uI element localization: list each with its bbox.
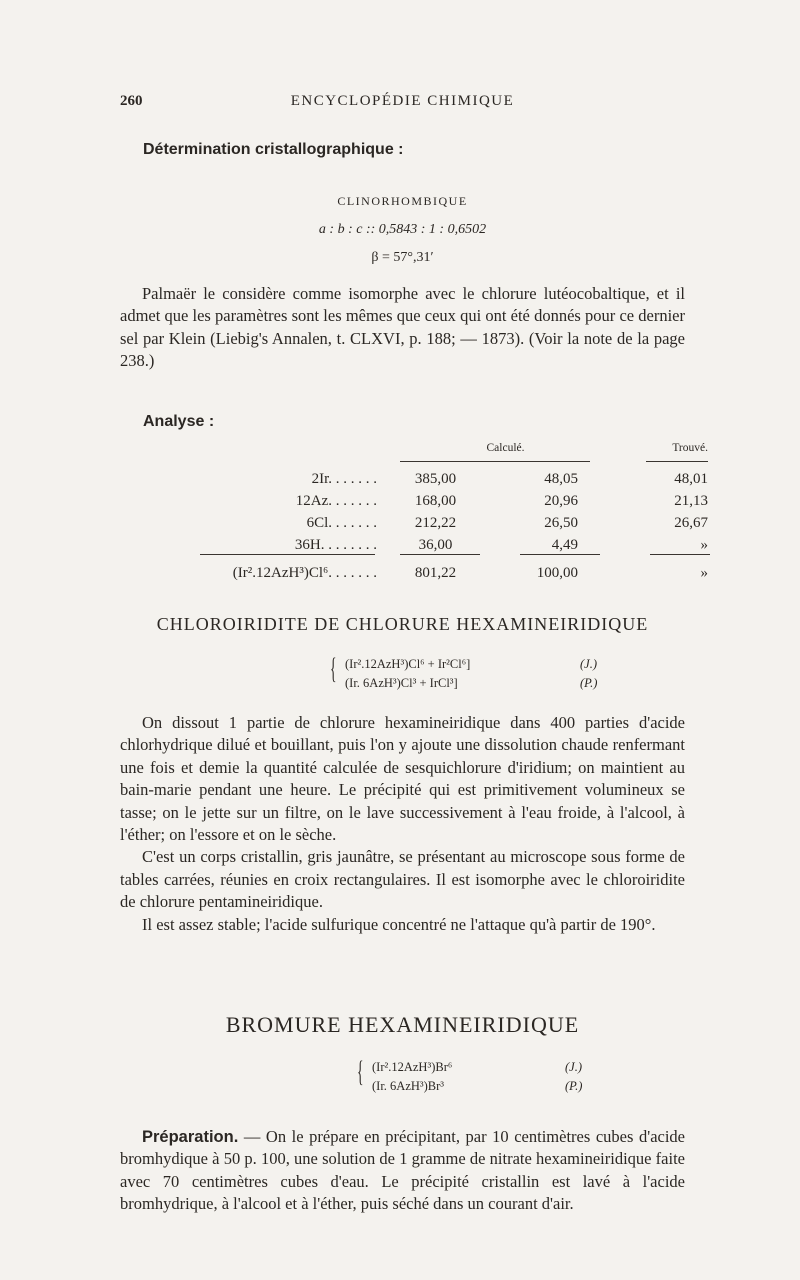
preparation-label: Préparation. [142, 1128, 239, 1146]
row-label: 36H. . . . . . . . [294, 536, 377, 553]
formula-p-tag: (P.) [580, 676, 598, 690]
crystal-ratio: a : b : c :: 0,5843 : 1 : 0,6502 [318, 222, 487, 237]
row-mass: 385,00 [414, 470, 457, 487]
cristallo-text: Palmaër le considère comme isomorphe avec le chlorure lutéocobaltique, et il admet que les paramètres sont les mêmes que ceux qui ont été donnés pour ce dernier sel par Klein (Liebig's Annalen, t. CLXVI, p. 188; — 1873). (Voir la note de la page 238.) [120, 284, 685, 371]
total-rule-4 [650, 554, 710, 555]
running-title: ENCYCLOPÉDIE CHIMIQUE [290, 93, 515, 109]
row-label: 6Cl. . . . . . . [306, 514, 377, 531]
crystal-beta: β = 57°,31′ [371, 250, 434, 265]
col-calcule: Calculé. [486, 442, 525, 454]
row-label: 12Az. . . . . . . [295, 492, 377, 509]
table-total-row [175, 556, 708, 584]
chlorure-body [120, 712, 685, 936]
row-mass: 168,00 [414, 492, 457, 509]
formula-j-tag: (J.) [580, 657, 597, 671]
chlorure-title: CHLOROIRIDITE DE CHLORURE HEXAMINEIRIDIQUE [156, 614, 649, 634]
total-rule-2 [400, 554, 480, 555]
formula-brace: { [357, 1055, 364, 1088]
preparation-text: — On le prépare en précipitant, par 10 centimètres cubes d'acide bromhydique à 50 p. 100, une solution de 1 gramme de nitrate hexamineiridique faite avec 70 centimètres cubes d'eau. Le précipité cristallin est lavé à l'acide bromhydrique, à l'alcool et à l'éther, puis séché dans un courant d'air. [120, 1127, 686, 1214]
total-trouve: » [700, 564, 708, 581]
formula-j: (Ir².12AzH³)Br⁶ [372, 1060, 453, 1074]
cristallo-paragraph [120, 283, 685, 373]
row-trouve: 26,67 [674, 514, 708, 531]
formula-j: (Ir².12AzH³)Cl⁶ + Ir²Cl⁶] [345, 657, 471, 671]
total-rule-3 [520, 554, 600, 555]
chlorure-para-3: Il est assez stable; l'acide sulfurique concentré ne l'attaque qu'à partir de 190°. [142, 914, 656, 934]
formula-j-tag: (J.) [565, 1060, 582, 1074]
table-row [175, 468, 708, 490]
col-trouve: Trouvé. [672, 442, 708, 454]
total-mass: 801,22 [414, 564, 457, 581]
row-label: 2Ir. . . . . . . [311, 470, 377, 487]
calcule-rule [400, 461, 590, 462]
row-trouve: 48,01 [674, 470, 708, 487]
row-trouve: 21,13 [674, 492, 708, 509]
row-mass: 212,22 [414, 514, 457, 531]
total-calcule: 100,00 [536, 564, 578, 581]
chlorure-para-1: On dissout 1 partie de chlorure hexamineiridique dans 400 parties d'acide chlorhydrique dilué et bouillant, puis l'on y ajoute une dissolution chaude renfermant une fois et demie la quantité calculée de sesquichlorure d'iridium; on maintient au bain-marie pendant une heure. Le précipité qui est primitivement volumineux se tasse; on le jette sur un filtre, on le lave successivement à l'eau froide, à l'alcool, à l'éther; on l'essore et on le sèche. [120, 713, 685, 845]
table-row [175, 534, 708, 556]
row-calcule: 20,96 [544, 492, 578, 509]
trouve-rule [646, 461, 708, 462]
chlorure-para-2: C'est un corps cristallin, gris jaunâtre, se présentant au microscope sous forme de tables carrées, réunies en croix rectangulaires. Il est isomorphe avec le chloroiridite de chlorure pentamineiridique. [120, 847, 685, 912]
page-number: 260 [120, 93, 143, 109]
crystal-system: CLINORHOMBIQUE [337, 194, 468, 208]
bromure-title: BROMURE HEXAMINEIRIDIQUE [225, 1012, 580, 1037]
analyse-heading: Analyse : [143, 413, 215, 430]
formula-p: (Ir. 6AzH³)Cl³ + IrCl³] [345, 676, 458, 690]
table-row [175, 512, 708, 534]
total-rule-1 [200, 554, 375, 555]
running-header [120, 93, 685, 117]
formula-p-tag: (P.) [565, 1079, 583, 1093]
formula-brace: { [330, 652, 337, 685]
analysis-table [175, 442, 708, 584]
row-calcule: 26,50 [544, 514, 578, 531]
table-row [175, 490, 708, 512]
total-label: (Ir².12AzH³)Cl⁶. . . . . . . [232, 564, 377, 581]
row-calcule: 48,05 [544, 470, 578, 487]
cristallo-heading: Détermination cristallographique : [143, 141, 404, 158]
formula-p: (Ir. 6AzH³)Br³ [372, 1079, 445, 1093]
row-mass: 36,00 [418, 536, 453, 553]
row-trouve: » [700, 536, 708, 553]
bromure-body [120, 1126, 685, 1216]
row-calcule: 4,49 [551, 536, 578, 553]
